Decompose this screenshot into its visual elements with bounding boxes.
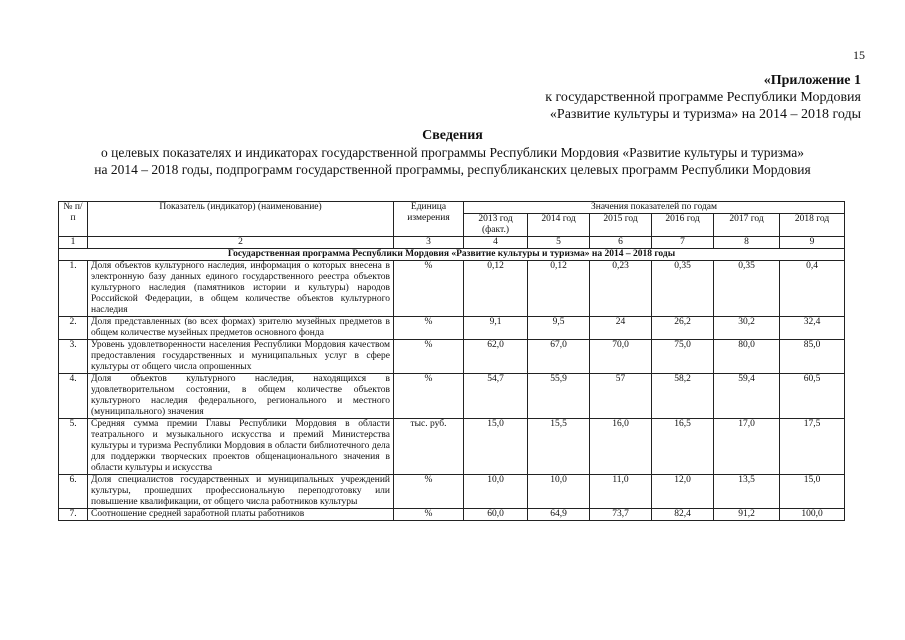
column-index: 4 xyxy=(464,237,528,249)
indicator-value: 59,4 xyxy=(714,374,780,419)
document-subtitle: на 2014 – 2018 годы, подпрограмм государственной программы, республиканских целевых программ Республики Мордовия xyxy=(94,162,811,177)
table-row xyxy=(59,261,845,317)
indicator-value: 11,0 xyxy=(590,475,652,509)
row-number: 6. xyxy=(59,475,88,509)
indicator-name: Уровень удовлетворенности населения Республики Мордовия качеством предоставления государственных и муниципальных услуг в сфере культуры от общего числа опрошенных xyxy=(88,340,394,374)
indicator-value: 0,23 xyxy=(590,261,652,317)
column-index: 8 xyxy=(714,237,780,249)
table-header-row xyxy=(59,202,845,214)
indicator-value: 17,0 xyxy=(714,419,780,475)
indicator-name: Доля объектов культурного наследия, находящихся в удовлетворительном состоянии, в общем количестве объектов культурного наследия федерального, регионального и местного (муниципального) значения xyxy=(88,374,394,419)
unit-of-measure: % xyxy=(394,317,464,340)
indicators-table xyxy=(58,201,845,521)
indicator-value: 15,0 xyxy=(780,475,845,509)
header-year: 2018 год xyxy=(780,214,845,237)
indicator-value: 32,4 xyxy=(780,317,845,340)
indicator-value: 10,0 xyxy=(464,475,528,509)
indicator-value: 10,0 xyxy=(528,475,590,509)
column-index: 9 xyxy=(780,237,845,249)
table-row xyxy=(59,509,845,521)
header-unit: Единица измерения xyxy=(394,202,464,237)
table-row xyxy=(59,475,845,509)
indicator-value: 30,2 xyxy=(714,317,780,340)
header-year: 2017 год xyxy=(714,214,780,237)
column-index: 7 xyxy=(652,237,714,249)
header-year: 2013 год (факт.) xyxy=(464,214,528,237)
indicator-value: 17,5 xyxy=(780,419,845,475)
indicator-value: 26,2 xyxy=(652,317,714,340)
indicator-value: 0,4 xyxy=(780,261,845,317)
column-index: 1 xyxy=(59,237,88,249)
table-row xyxy=(59,340,845,374)
indicator-value: 75,0 xyxy=(652,340,714,374)
table-row xyxy=(59,419,845,475)
header-year: 2015 год xyxy=(590,214,652,237)
section-title: Государственная программа Республики Мордовия «Развитие культуры и туризма» на 2014 – 2018 годы xyxy=(59,249,845,261)
indicator-value: 16,0 xyxy=(590,419,652,475)
unit-of-measure: тыс. руб. xyxy=(394,419,464,475)
document-subtitle: о целевых показателях и индикаторах государственной программы Республики Мордовия «Развитие культуры и туризма» xyxy=(100,145,804,160)
indicator-value: 9,5 xyxy=(528,317,590,340)
indicator-value: 85,0 xyxy=(780,340,845,374)
row-number: 2. xyxy=(59,317,88,340)
indicator-value: 60,5 xyxy=(780,374,845,419)
indicator-value: 15,0 xyxy=(464,419,528,475)
appendix-title: «Приложение 1 xyxy=(763,73,861,88)
indicator-value: 24 xyxy=(590,317,652,340)
column-index-row xyxy=(59,237,845,249)
header-num: № п/п xyxy=(59,202,88,237)
column-index: 5 xyxy=(528,237,590,249)
indicator-value: 13,5 xyxy=(714,475,780,509)
indicator-value: 62,0 xyxy=(464,340,528,374)
page-number: 15 xyxy=(853,48,865,62)
appendix-line: «Развитие культуры и туризма» на 2014 – 2018 годы xyxy=(549,107,861,122)
indicator-name: Доля специалистов государственных и муниципальных учреждений культуры, прошедших профессиональную переподготовку или повышение квалификации, от общего числа работников культуры xyxy=(88,475,394,509)
indicator-value: 54,7 xyxy=(464,374,528,419)
indicator-value: 57 xyxy=(590,374,652,419)
indicator-value: 73,7 xyxy=(590,509,652,521)
row-number: 4. xyxy=(59,374,88,419)
unit-of-measure: % xyxy=(394,374,464,419)
row-number: 3. xyxy=(59,340,88,374)
indicator-name: Доля представленных (во всех формах) зрителю музейных предметов в общем количестве музейных предметов основного фонда xyxy=(88,317,394,340)
indicator-value: 67,0 xyxy=(528,340,590,374)
indicator-value: 91,2 xyxy=(714,509,780,521)
indicator-value: 0,12 xyxy=(464,261,528,317)
column-index: 6 xyxy=(590,237,652,249)
indicator-value: 70,0 xyxy=(590,340,652,374)
indicator-value: 0,35 xyxy=(652,261,714,317)
indicator-value: 64,9 xyxy=(528,509,590,521)
indicator-value: 80,0 xyxy=(714,340,780,374)
appendix-block xyxy=(545,72,861,123)
header-values: Значения показателей по годам xyxy=(464,202,845,214)
column-index: 3 xyxy=(394,237,464,249)
table-row xyxy=(59,317,845,340)
indicator-value: 16,5 xyxy=(652,419,714,475)
indicator-value: 15,5 xyxy=(528,419,590,475)
row-number: 7. xyxy=(59,509,88,521)
row-number: 1. xyxy=(59,261,88,317)
indicator-value: 82,4 xyxy=(652,509,714,521)
indicator-value: 12,0 xyxy=(652,475,714,509)
indicator-value: 60,0 xyxy=(464,509,528,521)
indicator-value: 0,35 xyxy=(714,261,780,317)
indicator-value: 9,1 xyxy=(464,317,528,340)
unit-of-measure: % xyxy=(394,340,464,374)
indicator-value: 100,0 xyxy=(780,509,845,521)
table-row xyxy=(59,374,845,419)
unit-of-measure: % xyxy=(394,475,464,509)
section-row xyxy=(59,249,845,261)
appendix-line: к государственной программе Республики Мордовия xyxy=(545,90,861,105)
row-number: 5. xyxy=(59,419,88,475)
document-title: Сведения xyxy=(422,128,483,143)
unit-of-measure: % xyxy=(394,509,464,521)
unit-of-measure: % xyxy=(394,261,464,317)
document-heading xyxy=(0,127,905,178)
indicator-value: 0,12 xyxy=(528,261,590,317)
indicator-name: Средняя сумма премии Главы Республики Мордовия в области театрального и музыкального искусства и премий Министерства культуры и туризма Республики Мордовия в области библиотечного дела для поддержки творческих проектов общенационального значения в области культуры и искусства xyxy=(88,419,394,475)
header-year: 2014 год xyxy=(528,214,590,237)
indicator-name: Доля объектов культурного наследия, информация о которых внесена в электронную базу данных единого государственного реестра объектов культурного наследия (памятников истории и культуры) народов Российской Федерации, в общем количестве объектов культурного наследия xyxy=(88,261,394,317)
header-indicator: Показатель (индикатор) (наименование) xyxy=(88,202,394,237)
indicator-value: 58,2 xyxy=(652,374,714,419)
column-index: 2 xyxy=(88,237,394,249)
indicator-value: 55,9 xyxy=(528,374,590,419)
header-year: 2016 год xyxy=(652,214,714,237)
indicator-name: Соотношение средней заработной платы работников xyxy=(88,509,394,521)
